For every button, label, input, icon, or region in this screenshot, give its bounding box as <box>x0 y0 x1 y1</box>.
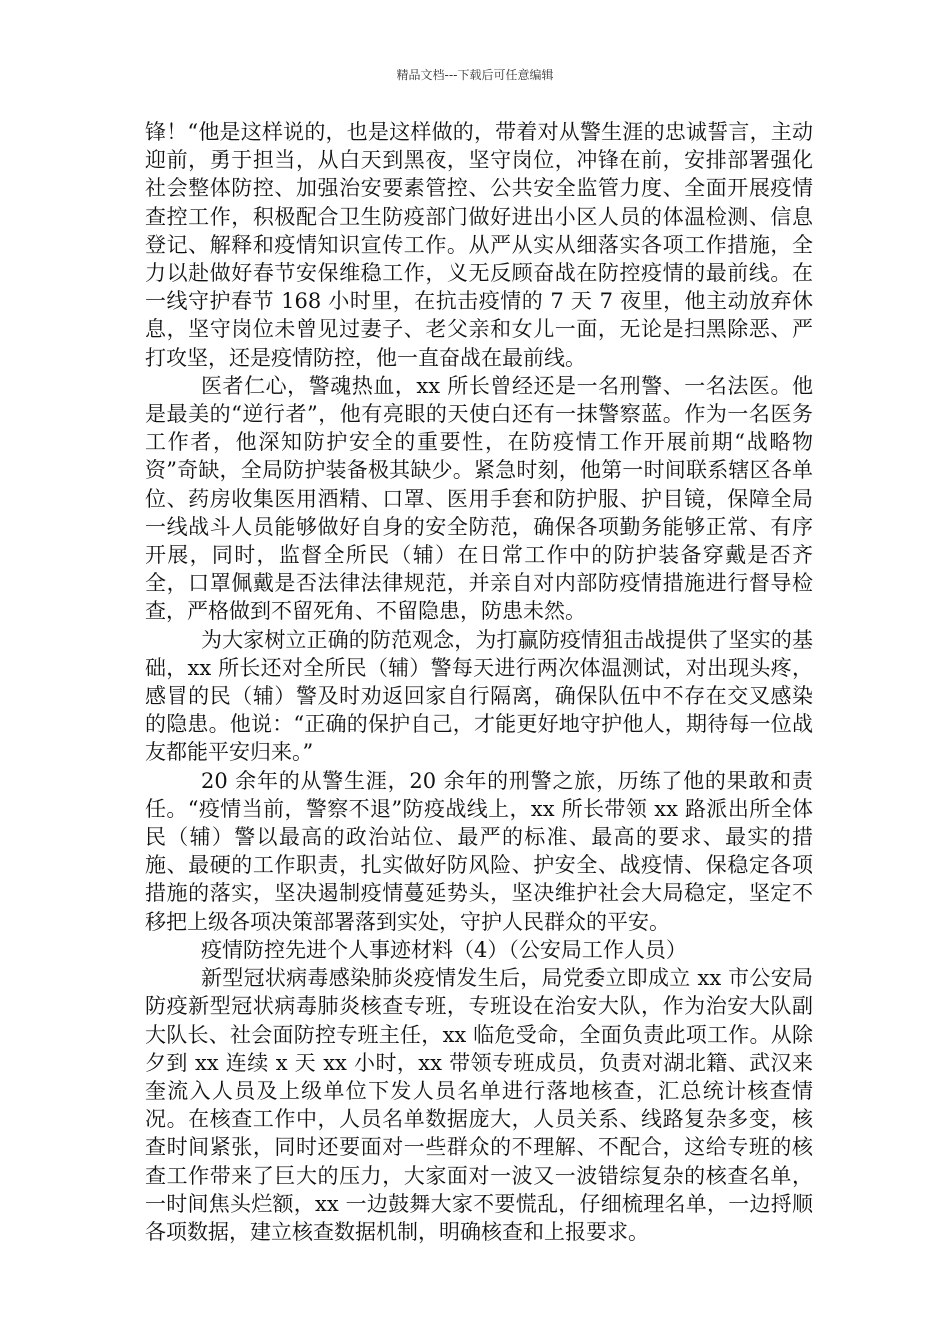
section-title: 疫情防控先进个人事迹材料（4）（公安局工作人员） <box>201 937 687 962</box>
paragraph-4: 20 余年的从警生涯，20 余年的刑警之旅，历练了他的果敢和责任。“疫情当前，警察不退”防疫战线上，xx 所长带领 xx 路派出所全体民（辅）警以最高的政治站位、最严的标准、最高的要求、最实的措施、最硬的工作职责，扎实做好防风险、护安全、战疫情、保稳定各项措施的落实，坚决遏制疫情蔓延势头，坚决维护社会大局稳定，坚定不移把上级各项决策部署落到实处，守护人民群众的平安。 <box>145 768 813 934</box>
paragraph-3: 为大家树立正确的防范观念，为打赢防疫情狙击战提供了坚实的基础，xx 所长还对全所民（辅）警每天进行两次体温测试，对出现头疼，感冒的民（辅）警及时劝返回家自行隔离，确保队伍中不存在交叉感染的隐患。他说：“正确的保护自己，才能更好地守护他人，期待每一位战友都能平安归来。” <box>145 627 813 765</box>
paragraph-2: 医者仁心，警魂热血，xx 所长曾经还是一名刑警、一名法医。他是最美的“逆行者”，他有亮眼的天使白还有一抹警察蓝。作为一名医务工作者，他深知防护安全的重要性，在防疫情工作开展前期“战略物资”奇缺，全局防护装备极其缺少。紧急时刻，他第一时间联系辖区各单位、药房收集医用酒精、口罩、医用手套和防护服、护目镜，保障全局一线战斗人员能够做好自身的安全防范，确保各项勤务能够正常、有序开展，同时，监督全所民（辅）在日常工作中的防护装备穿戴是否齐全，口罩佩戴是否法律法律规范，并亲自对内部防疫情措施进行督导检查，严格做到不留死角、不留隐患，防患未然。 <box>145 373 813 624</box>
page-header: 精品文档---下载后可任意编辑 <box>396 68 554 82</box>
paragraph-1: 锋！“他是这样说的，也是这样做的，带着对从警生涯的忠诚誓言，主动迎前，勇于担当，从白天到黑夜，坚守岗位，冲锋在前，安排部署强化社会整体防控、加强治安要素管控、公共安全监管力度、全面开展疫情查控工作，积极配合卫生防疫部门做好进出小区人员的体温检测、信息登记、解释和疫情知识宣传工作。从严从实从细落实各项工作措施，全力以赴做好春节安保维稳工作，义无反顾奋战在防控疫情的最前线。在一线守护春节 168 小时里，在抗击疫情的 7 天 7 夜里，他主动放弃休息，坚守岗位未曾见过妻子、老父亲和女儿一面，无论是扫黑除恶、严打攻坚，还是疫情防控，他一直奋战在最前线。 <box>145 120 813 370</box>
paragraph-5: 新型冠状病毒感染肺炎疫情发生后，局党委立即成立 xx 市公安局防疫新型冠状病毒肺炎核查专班，专班设在治安大队，作为治安大队副大队长、社会面防控专班主任，xx 临危受命，全面负责此项工作。从除夕到 xx 连续 x 天 xx 小时，xx 带领专班成员，负责对湖北籍、武汉来奎流入人员及上级单位下发人员名单进行落地核查，汇总统计核查情况。在核查工作中，人员名单数据庞大，人员关系、线路复杂多变，核查时间紧张，同时还要面对一些群众的不理解、不配合，这给专班的核查工作带来了巨大的压力，大家面对一波又一波错综复杂的核查名单，一时间焦头烂额，xx 一边鼓舞大家不要慌乱，仔细梳理名单，一边捋顺各项数据，建立核查数据机制，明确核查和上报要求。 <box>145 966 813 1244</box>
document-body <box>145 118 813 1246</box>
